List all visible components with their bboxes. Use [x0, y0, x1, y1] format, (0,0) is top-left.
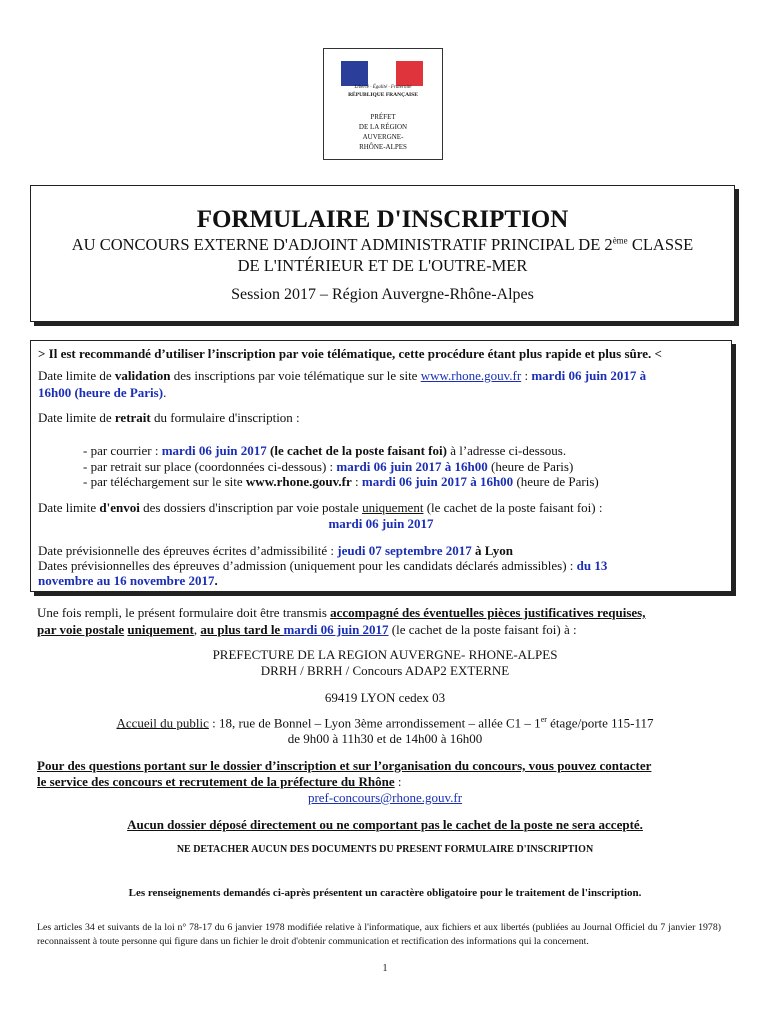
- transmit-line-2: par voie postale uniquement, au plus tard le mardi 06 juin 2017 (le cachet de la poste faisant foi) à :: [37, 622, 577, 637]
- prefecture-logo: [323, 48, 443, 160]
- contact-email-link[interactable]: pref-concours@rhone.gouv.fr: [307, 790, 463, 805]
- mandatory-notice: Les renseignements demandés ci-après présentent un caractère obligatoire pour le traitement de l'inscription.: [128, 887, 642, 899]
- form-subtitle-2: DE L'INTÉRIEUR ET DE L'OUTRE-MER: [237, 256, 528, 275]
- questions-line-1: Pour des questions portant sur le dossier d’inscription et sur l’organisation du concours, vous pouvez contacter: [37, 758, 652, 773]
- rhone-link[interactable]: www.rhone.gouv.fr: [420, 368, 522, 383]
- hours-line: de 9h00 à 11h30 et de 14h00 à 16h00: [287, 731, 483, 746]
- logo-motto: Liberté · Égalité · Fraternité: [354, 85, 412, 90]
- accueil-line: Accueil du public : 18, rue de Bonnel – Lyon 3ème arrondissement – allée C1 – 1er étage/porte 115-117: [116, 715, 654, 731]
- logo-prefet-text: PRÉFET DE LA RÉGION AUVERGNE- RHÔNE-ALPES: [358, 113, 408, 151]
- envoi-date: mardi 06 juin 2017: [328, 516, 434, 531]
- title-box: [30, 185, 735, 322]
- address-line-2: DRRH / BRRH / Concours ADAP2 EXTERNE: [260, 663, 510, 678]
- address-line-1: PREFECTURE DE LA REGION AUVERGNE- RHONE-ALPES: [212, 647, 558, 662]
- logo-republic: RÉPUBLIQUE FRANÇAISE: [348, 92, 418, 98]
- address-line-3: 69419 LYON cedex 03: [324, 690, 446, 705]
- deadlines-box: [30, 340, 732, 592]
- marianne-flag-icon: [341, 61, 423, 86]
- transmit-line-1: Une fois rempli, le présent formulaire doit être transmis accompagné des éventuelles pièces justificatives requises,: [37, 605, 646, 620]
- legal-notice: Les articles 34 et suivants de la loi n° 78-17 du 6 janvier 1978 modifiée relative à l'informatique, aux fichiers et aux libertés (publiées au Journal Officiel du 7 janvier 1978) reconnaissent à toute personne qui figure dans un fichier le droit d'obtenir communication et rectification des informations qui la concernent.: [37, 922, 721, 947]
- no-direct-deposit: Aucun dossier déposé directement ou ne comportant pas le cachet de la poste ne sera accepté.: [127, 817, 643, 832]
- recommendation-text: > Il est recommandé d’utiliser l’inscription par voie télématique, cette procédure étant plus rapide et plus sûre. <: [38, 346, 662, 361]
- envoi-line: Date limite d'envoi des dossiers d'inscription par voie postale uniquement (le cachet de la poste faisant foi) :: [38, 500, 603, 515]
- form-subtitle-1: AU CONCOURS EXTERNE D'ADJOINT ADMINISTRATIF PRINCIPAL DE 2ème CLASSE: [71, 235, 694, 254]
- questions-line-2: le service des concours et recrutement de la préfecture du Rhône :: [37, 774, 402, 789]
- retrait-heading: Date limite de retrait du formulaire d'inscription :: [38, 410, 300, 425]
- ecrites-line: Date prévisionnelle des épreuves écrites d’admissibilité : jeudi 07 septembre 2017 à Lyon: [38, 543, 513, 558]
- admission-line-2: novembre au 16 novembre 2017.: [38, 573, 218, 588]
- form-title: FORMULAIRE D'INSCRIPTION: [196, 206, 569, 233]
- retrait-place: - par retrait sur place (coordonnées ci-dessous) : mardi 06 juin 2017 à 16h00 (heure de Paris): [83, 459, 574, 474]
- admission-line-1: Dates prévisionnelles des épreuves d’admission (uniquement pour les candidats déclarés admissibles) : du 13: [38, 558, 608, 573]
- no-detach-notice: NE DETACHER AUCUN DES DOCUMENTS DU PRESENT FORMULAIRE D'INSCRIPTION: [176, 844, 594, 855]
- retrait-telechargement: - par téléchargement sur le site www.rhone.gouv.fr : mardi 06 juin 2017 à 16h00 (heure de Paris): [83, 474, 599, 489]
- session-line: Session 2017 – Région Auvergne-Rhône-Alpes: [231, 286, 534, 303]
- validation-line-2: 16h00 (heure de Paris).: [38, 385, 167, 400]
- retrait-courrier: - par courrier : mardi 06 juin 2017 (le cachet de la poste faisant foi) à l’adresse ci-dessous.: [83, 443, 567, 458]
- page-number: 1: [382, 963, 388, 974]
- validation-line-1: Date limite de validation des inscriptions par voie télématique sur le site www.rhone.gouv.fr : mardi 06 juin 2017 à: [38, 368, 647, 383]
